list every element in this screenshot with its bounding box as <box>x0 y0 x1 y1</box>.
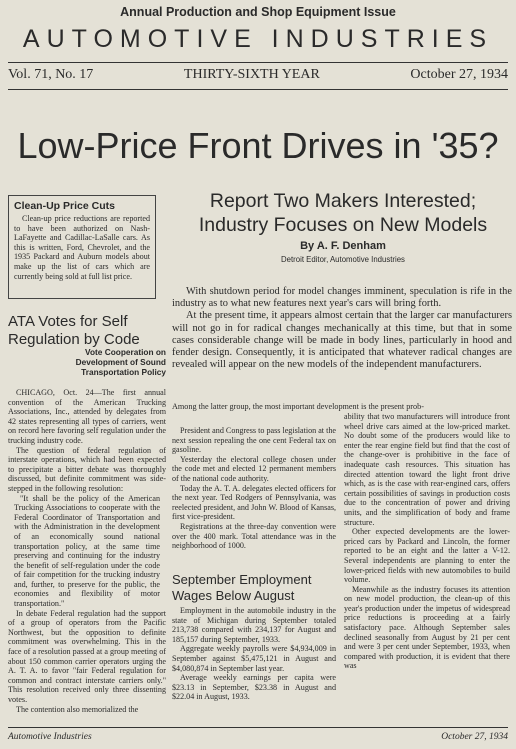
article-paragraph: Aggregate weekly payrolls were $4,934,009 in September against $5,475,121 in August and $4,080,874 in September last year. <box>172 644 336 673</box>
report-headline: Report Two Makers Interested; Industry Focuses on New Models <box>198 190 488 236</box>
report-lead <box>172 286 512 371</box>
article-paragraph: Average weekly earnings per capita were $23.13 in September, $23.38 in August and $22.04 in August, 1933. <box>172 673 336 702</box>
article-paragraph: Meanwhile as the industry focuses its attention on new model production, the clean-up of this year's production under the impetus of widespread price reductions is proceeding at a fairly satisfactory pace. Although September sales declined seasonally from August by 21 per cent and were 3 per cent under September, 1933, when compared with production, it is evident that there was <box>344 584 510 671</box>
article-paragraph: President and Congress to pass legislation at the next session repealing the one cent Federal tax on gasoline. <box>172 426 336 455</box>
ata-headline: ATA Votes for Self Regulation by Code <box>8 313 140 348</box>
article-paragraph: Employment in the automobile industry in the state of Michigan during September totaled 213,738 compared with 234,137 for August and 185,157 during September, 1933. <box>172 606 336 644</box>
article-paragraph: Yesterday the electoral college chosen under the code met and elected 12 permanent members of the national code authority. <box>172 454 336 483</box>
report-continuation <box>344 412 510 723</box>
article-paragraph: Registrations at the three-day convention were over the 400 mark. Total attendance was in the neighborhood of 1000. <box>172 521 336 551</box>
page-headline: Low-Price Front Drives in '35? <box>17 125 499 166</box>
article-paragraph: Other expected developments are the lower-priced cars by Packard and Lincoln, the former reported to be an eight and the latter a V-12. Several independents are planning to enter the lower-priced fields with new automobiles to build volume. <box>344 527 510 585</box>
article-paragraph: The question of federal regulation of interstate operations, which had been expected to precipitate a bitter debate was thoroughly discussed, but definite commitment was side-stepped in the following resolution: <box>8 445 166 493</box>
lead-continuation: Among the latter group, the most important development is the present prob- <box>172 402 424 411</box>
lead-paragraph: At the present time, it appears almost certain that the larger car manufacturers will not go in for radical changes mechanically at this time, but that in some cases considerable change will be made in body lines, particularly in hood and fender design. Consequently, it is anticipated that whatever radical changes are revealed will appear on the new models of the independent manufacturers. <box>172 310 512 371</box>
volume-year: THIRTY-SIXTH YEAR <box>183 67 320 82</box>
footer-publication: Automotive Industries <box>8 732 92 742</box>
article-paragraph: Today the A. T. A. delegates elected officers for the next year. Ted Rodgers of Pennsylvania, was reelected president, and John W. Blood of Kansas, first vice-president. <box>172 483 336 522</box>
sidebar-box <box>8 195 156 299</box>
issue-date: October 27, 1934 <box>410 67 508 82</box>
article-paragraph: CHICAGO, Oct. 24—The first annual convention of the American Trucking Associations, Inc., attended by delegates from 42 states representing all types of carriers, went on record here favoring self regulation under the trucking industry code. <box>8 388 166 445</box>
article-paragraph: In debate Federal regulation had the support of a group of operators from the Pacific Northwest, but the opposition to definite commitment was overwhelming. This in the face of a resolution passed at a group meeting of about 150 common carrier operators urging the A. T. A. to favor "fair Federal regulation for common and contract interstate carriers only." This resolution received only three dissenting votes. <box>8 608 166 704</box>
sidebar-box-text: Clean-up price reductions are reported to have been authorized on Nash-LaFayette and Cadillac-LaSalle cars. As this is written, Ford, Chevrolet, and the 1935 Packard and Auburn models about make up the list of cars which are currently being sold at full list price. <box>14 214 150 281</box>
masthead: AUTOMOTIVE INDUSTRIES <box>22 25 494 53</box>
september-article <box>172 606 336 723</box>
ata-continuation <box>172 426 336 566</box>
article-paragraph: The contention also memorialized the <box>16 704 139 714</box>
volume-number: Vol. 71, No. 17 <box>8 67 94 82</box>
rule <box>8 89 508 90</box>
lead-paragraph: With shutdown period for model changes imminent, speculation is rife in the industry as to what new features next year's cars will bring forth. <box>172 286 512 310</box>
article-paragraph: ability that two manufacturers will introduce front wheel drive cars aimed at the low-priced market. No doubt some of the producers would like to enter the rear engine field but find that the cost of the change-over is prohibitive in the face of inadequate cash resources. This situation has directed attention toward the light front drive which, as is the case with rear-engined cars, offers certain possibilities of savings in production costs due to the concentration of power and driving units, and the simplification of body and frame structure. <box>344 412 510 527</box>
volume-line <box>8 67 508 83</box>
byline-role: Detroit Editor, Automotive Industries <box>281 255 405 264</box>
article-quote: "It shall be the policy of the American Trucking Associations to cooperate with the Federal Coordinator of Transportation and with the Administration in the development of an economically sound national transportation policy, at the same time preserving and continuing for the industry the benefit of self-regulation under the code of fair competition for the trucking industry and, further, to preserve for the public, the economies and flexibility of motor transportation." <box>14 493 160 609</box>
ata-article <box>8 388 166 723</box>
byline: By A. F. Denham <box>300 240 386 252</box>
sidebar-box-title: Clean-Up Price Cuts <box>14 200 115 212</box>
issue-banner: Annual Production and Shop Equipment Issue <box>120 5 396 19</box>
rule <box>8 727 508 728</box>
ata-subheadline: Vote Cooperation on Development of Sound Transportation Policy <box>75 347 166 377</box>
footer-date: October 27, 1934 <box>441 732 508 742</box>
rule <box>8 62 508 63</box>
september-headline: September Employment Wages Below August <box>172 572 312 603</box>
